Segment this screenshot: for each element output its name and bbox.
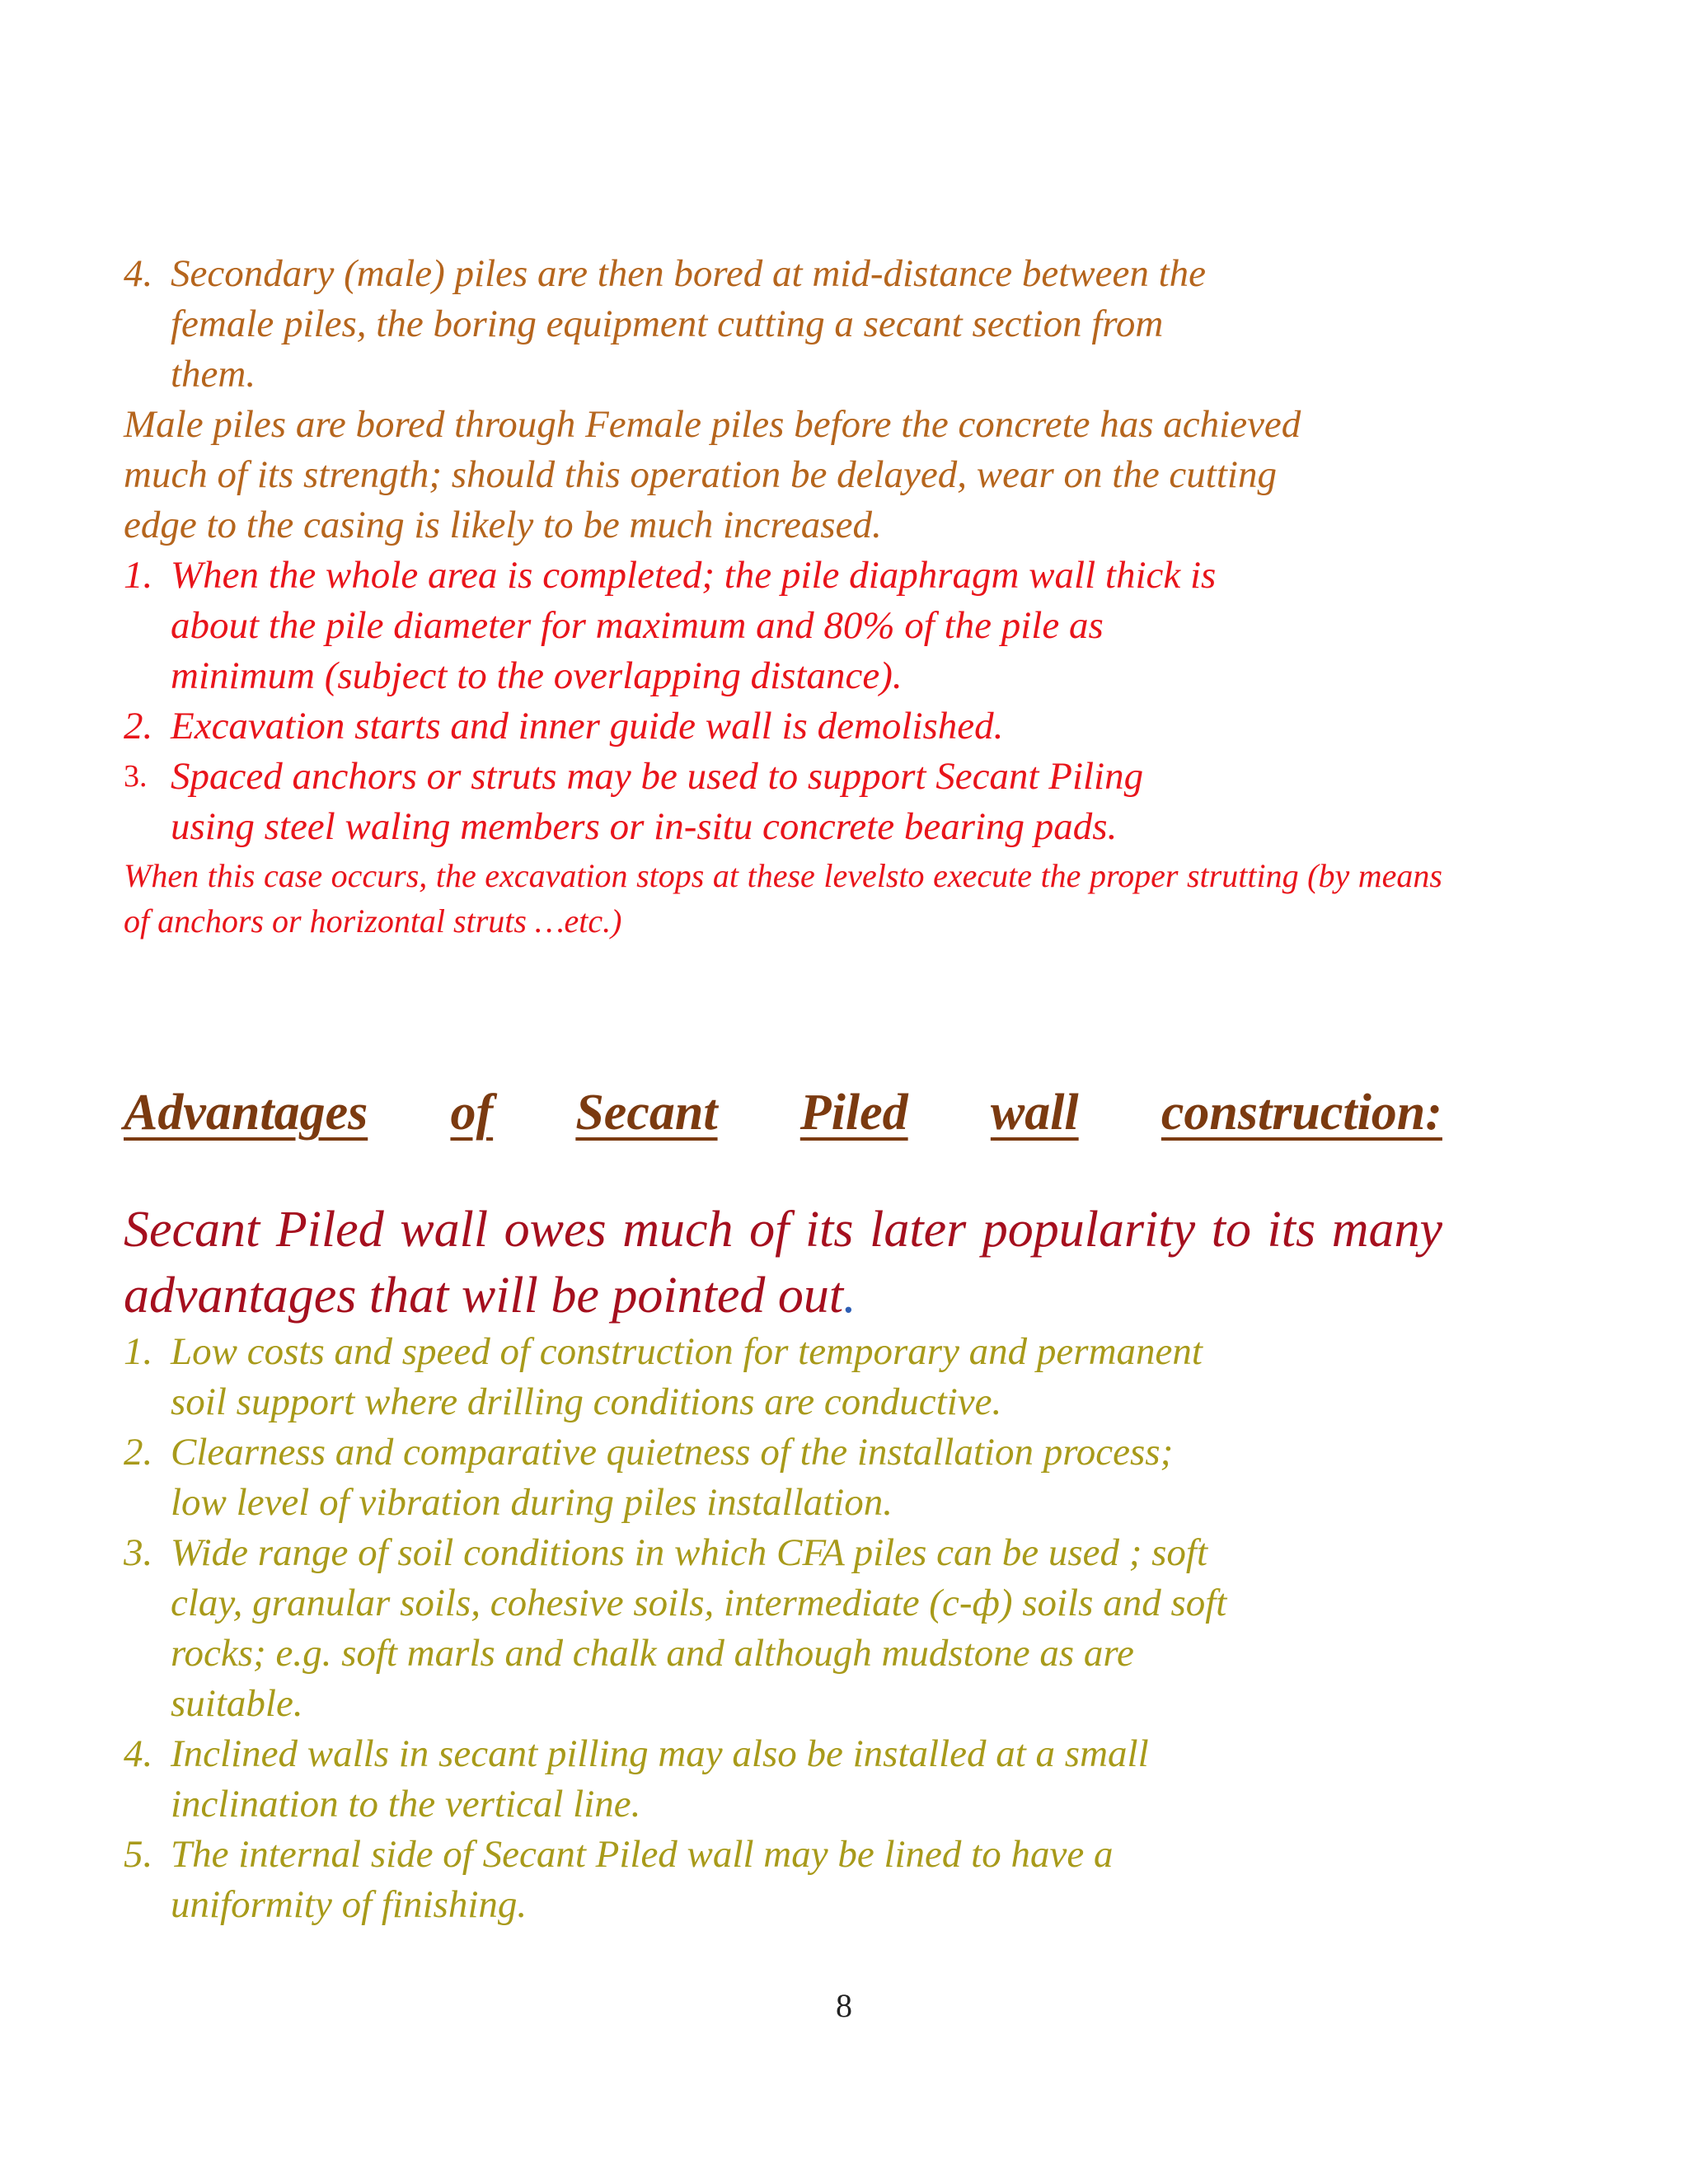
list-item-spaced-anchors bbox=[124, 752, 1459, 852]
list-text: Excavation starts and inner guide wall is demolished. bbox=[171, 705, 1004, 748]
advantage-item-4 bbox=[124, 1729, 1459, 1830]
list-number: 2. bbox=[124, 705, 153, 748]
list-number: 1. bbox=[124, 1330, 153, 1373]
list-item-area-completed bbox=[124, 551, 1459, 701]
list-number: 3. bbox=[124, 1531, 153, 1574]
advantages-heading: Advantages of Secant Piled wall construction: bbox=[124, 1085, 1442, 1141]
advantage-item-1 bbox=[124, 1327, 1459, 1427]
list-text: Spaced anchors or struts may be used to support Secant Piling using steel waling members or in-situ concrete bearing pads. bbox=[171, 755, 1144, 848]
list-text: Wide range of soil conditions in which CFA piles can be used ; soft clay, granular soils, cohesive soils, intermediate (c-ф) soils and soft rocks; e.g. soft marls and chalk and although mudstone as are suitable. bbox=[171, 1531, 1227, 1725]
page-number: 8 bbox=[836, 1987, 852, 2024]
list-number: 4. bbox=[124, 1732, 153, 1775]
list-number: 4. bbox=[124, 252, 153, 295]
advantage-item-5 bbox=[124, 1830, 1459, 1930]
list-item-secondary-piles bbox=[124, 249, 1459, 400]
intro-period: . bbox=[843, 1268, 856, 1324]
list-text: The internal side of Secant Piled wall may be lined to have a uniformity of finishing. bbox=[171, 1833, 1114, 1926]
list-number: 5. bbox=[124, 1833, 153, 1876]
list-text: Inclined walls in secant pilling may also be installed at a small inclination to the vertical line. bbox=[171, 1732, 1149, 1825]
list-number: 3. bbox=[124, 759, 148, 794]
list-number: 1. bbox=[124, 554, 153, 597]
list-text: Clearness and comparative quietness of the installation process; low level of vibration during piles installation. bbox=[171, 1431, 1174, 1524]
list-text: When the whole area is completed; the pile diaphragm wall thick is about the pile diameter for maximum and 80% of the pile as minimum (subject to the overlapping distance). bbox=[171, 554, 1217, 697]
advantage-item-2 bbox=[124, 1427, 1459, 1528]
list-text: Low costs and speed of construction for temporary and permanent soil support where drilling conditions are conductive. bbox=[171, 1330, 1203, 1423]
list-item-excavation-starts bbox=[124, 701, 1459, 752]
strutting-note: When this case occurs, the excavation stops at these levelsto execute the proper strutting (by means of anchors or horizontal struts …etc.) bbox=[124, 857, 1442, 940]
male-piles-paragraph: Male piles are bored through Female piles before the concrete has achieved much of its strength; should this operation be delayed, wear on the cutting edge to the casing is likely to be much increased. bbox=[124, 403, 1301, 546]
advantage-item-3 bbox=[124, 1528, 1459, 1729]
list-text: Secondary (male) piles are then bored at mid-distance between the female piles, the boring equipment cutting a secant section from them. bbox=[171, 252, 1207, 396]
list-number: 2. bbox=[124, 1431, 153, 1474]
advantages-intro: Secant Piled wall owes much of its later popularity to its many advantages that will be pointed out. bbox=[124, 1202, 1442, 1324]
